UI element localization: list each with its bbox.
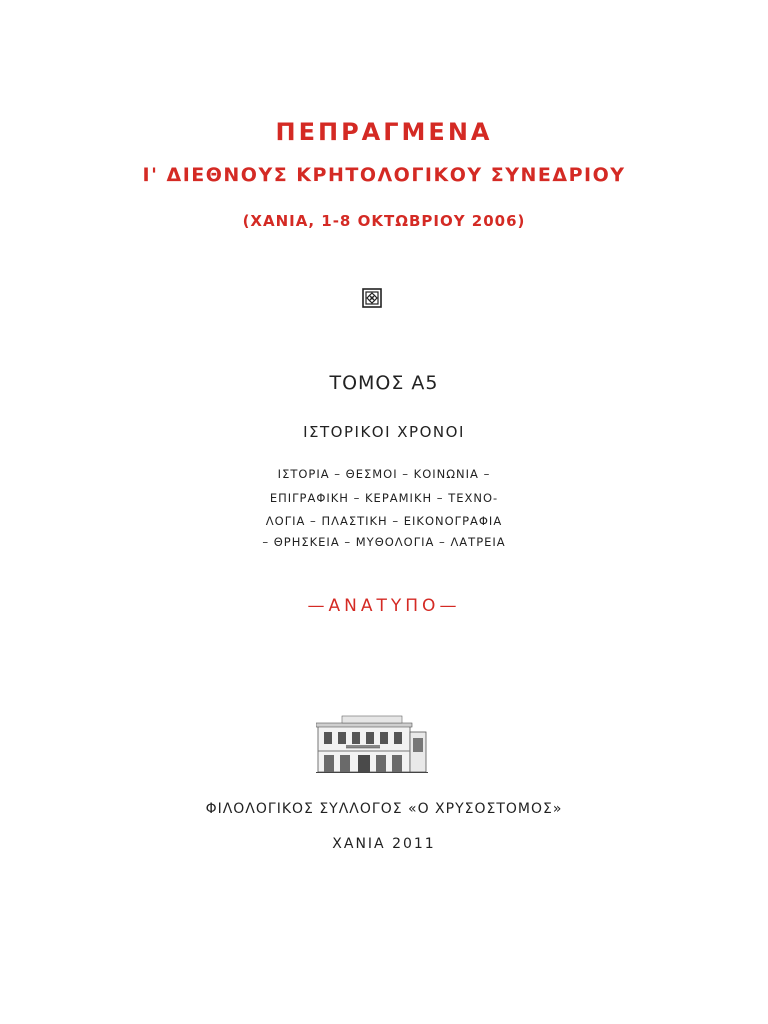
publisher-name: ΦΙΛΟΛΟΓΙΚΟΣ ΣΥΛΛΟΓΟΣ «Ο ΧΡΥΣΟΣΤΟΜΟΣ» (205, 801, 563, 817)
conference-subtitle: Ι' ΔΙΕΘΝΟΥΣ ΚΡΗΤΟΛΟΓΙΚΟΥ ΣΥΝΕΔΡΙΟΥ (142, 164, 626, 186)
topic-line: ΛΟΓΙΑ – ΠΛΑΣΤΙΚΗ – ΕΙΚΟΝΟΓΡΑΦΙΑ (265, 514, 503, 528)
meander-square-ornament-icon (362, 288, 382, 308)
topic-line: ΙΣΤΟΡΙΑ – ΘΕΣΜΟΙ – ΚΟΙΝΩΝΙΑ – (277, 467, 491, 481)
topic-line: ΕΠΙΓΡΑΦΙΚΗ – ΚΕΡΑΜΙΚΗ – ΤΕΧΝΟ- (269, 491, 499, 505)
topic-line: – ΘΡΗΣΚΕΙΑ – ΜΥΘΟΛΟΓΙΑ – ΛΑΤΡΕΙΑ (262, 535, 506, 549)
cover-title: ΠΕΠΡΑΓΜΕΝΑ (275, 118, 493, 146)
building-facade-icon (316, 714, 428, 774)
conference-dates: (ΧΑΝΙΑ, 1-8 ΟΚΤΩΒΡΙΟΥ 2006) (242, 212, 526, 230)
section-title: ΙΣΤΟΡΙΚΟΙ ΧΡΟΝΟΙ (303, 423, 465, 441)
publication-place-year: ΧΑΝΙΑ 2011 (332, 836, 436, 852)
reprint-label: —ΑΝΑΤΥΠΟ— (307, 596, 461, 616)
volume-label: ΤΟΜΟΣ Α5 (329, 372, 439, 394)
